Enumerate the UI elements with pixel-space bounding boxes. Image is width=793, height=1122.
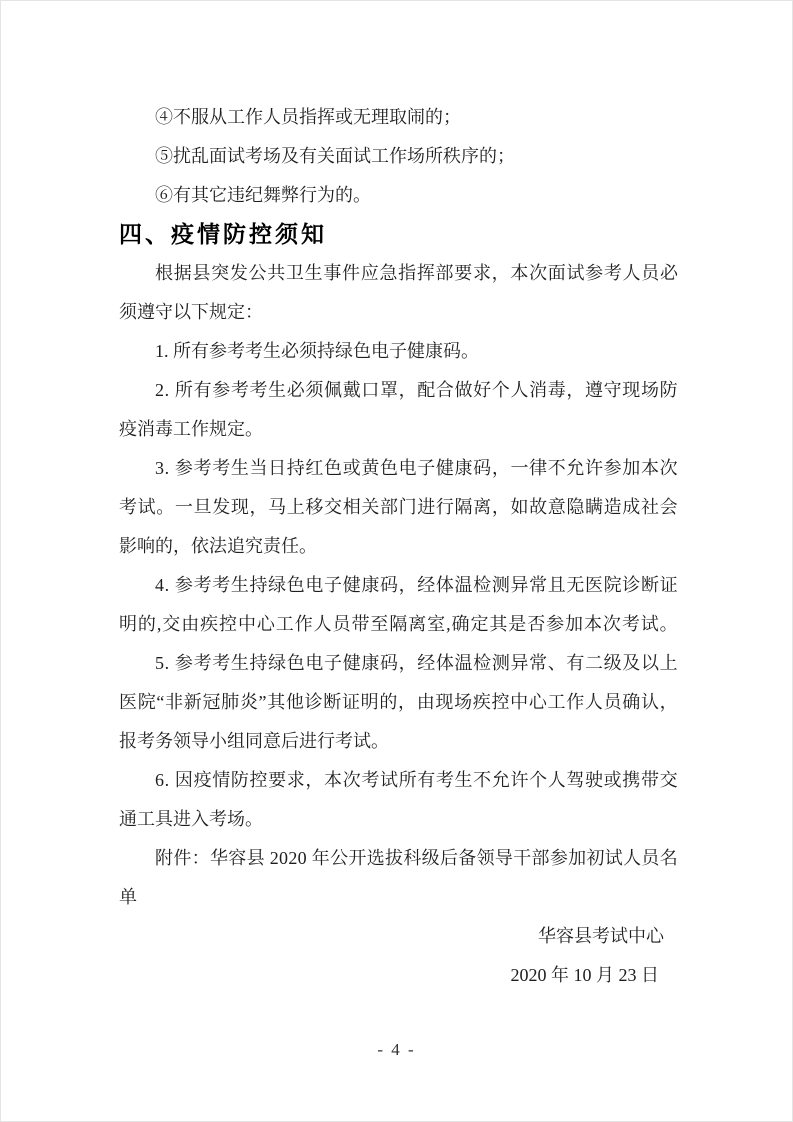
paragraph: [119, 644, 678, 761]
heading-text-line: 四、疫情防控须知: [119, 222, 327, 247]
text-line: 须遵守以下规定：: [119, 302, 263, 322]
text-line: 根 据 县 突 发 公 共 卫 生 事 件 应 急 指 挥 部 要 求 ， 本 次 面 试 参 考 人 员 必: [155, 263, 678, 283]
text-line: 考 试 。 一 旦 发 现 ， 马 上 移 交 相 关 部 门 进 行 隔 离 ， 如 故 意 隐 瞒 造 成 社 会: [119, 497, 678, 517]
paragraph: [119, 371, 678, 449]
paragraph: [119, 332, 678, 371]
paragraph: [119, 839, 678, 917]
text-line: 附 件 ： 华 容 县 2 0 2 0 年 公 开 选 拔 科 级 后 备 领 导 干 部 参 加 初 试 人 员 名: [155, 848, 678, 868]
text-line: 4 . 参 考 考 生 持 绿 色 电 子 健 康 码 ， 经 体 温 检 测 异 常 且 无 医 院 诊 断 证: [155, 575, 678, 595]
text-line: 医 院 “ 非 新 冠 肺 炎 ” 其 他 诊 断 证 明 的 ， 由 现 场 疾 控 中 心 工 作 人 员 确 认 ，: [119, 692, 678, 712]
paragraph: [119, 98, 678, 137]
text-line: 通工具进入考场。: [119, 809, 263, 829]
text-line: 报考务领导小组同意后进行考试。: [119, 731, 389, 751]
text-line: 明 的 , 交 由 疾 控 中 心 工 作 人 员 带 至 隔 离 室 , 确 定 其 是 否 参 加 本 次 考 试 。: [119, 614, 678, 634]
text-line: ⑤扰乱面试考场及有关面试工作场所秩序的；: [155, 146, 515, 166]
text-line: 单: [119, 887, 137, 907]
text-line: 2 . 所 有 参 考 考 生 必 须 佩 戴 口 罩 ， 配 合 做 好 个 人 消 毒 ， 遵 守 现 场 防: [155, 380, 678, 400]
section-heading: [119, 215, 678, 254]
paragraph: [119, 566, 678, 644]
text-line: 1. 所有参考考生必须持绿色电子健康码。: [155, 341, 479, 361]
paragraph: [119, 449, 678, 566]
paragraph: [119, 761, 678, 839]
document-body: [119, 98, 678, 917]
text-line: ④不服从工作人员指挥或无理取闹的；: [155, 107, 461, 127]
paragraph: [119, 137, 678, 176]
paragraph: [119, 254, 678, 332]
text-line: 疫消毒工作规定。: [119, 419, 263, 439]
text-line: 5 . 参 考 考 生 持 绿 色 电 子 健 康 码 ， 经 体 温 检 测 异 常 、 有 二 级 及 以 上: [155, 653, 678, 673]
text-line: 6 . 因 疫 情 防 控 要 求 ， 本 次 考 试 所 有 考 生 不 允 许 个 人 驾 驶 或 携 带 交: [155, 770, 678, 790]
paragraph: [119, 176, 678, 215]
text-line: 影响的，依法追究责任。: [119, 536, 317, 556]
text-line: 3 . 参 考 考 生 当 日 持 红 色 或 黄 色 电 子 健 康 码 ， 一 律 不 允 许 参 加 本 次: [155, 458, 678, 478]
signature-org: 华容县考试中心: [538, 926, 664, 946]
page-number: - 4 -: [377, 1040, 416, 1059]
text-line: ⑥有其它违纪舞弊行为的。: [155, 185, 371, 205]
signature-date: 2020 年 10 月 23 日: [510, 965, 659, 985]
